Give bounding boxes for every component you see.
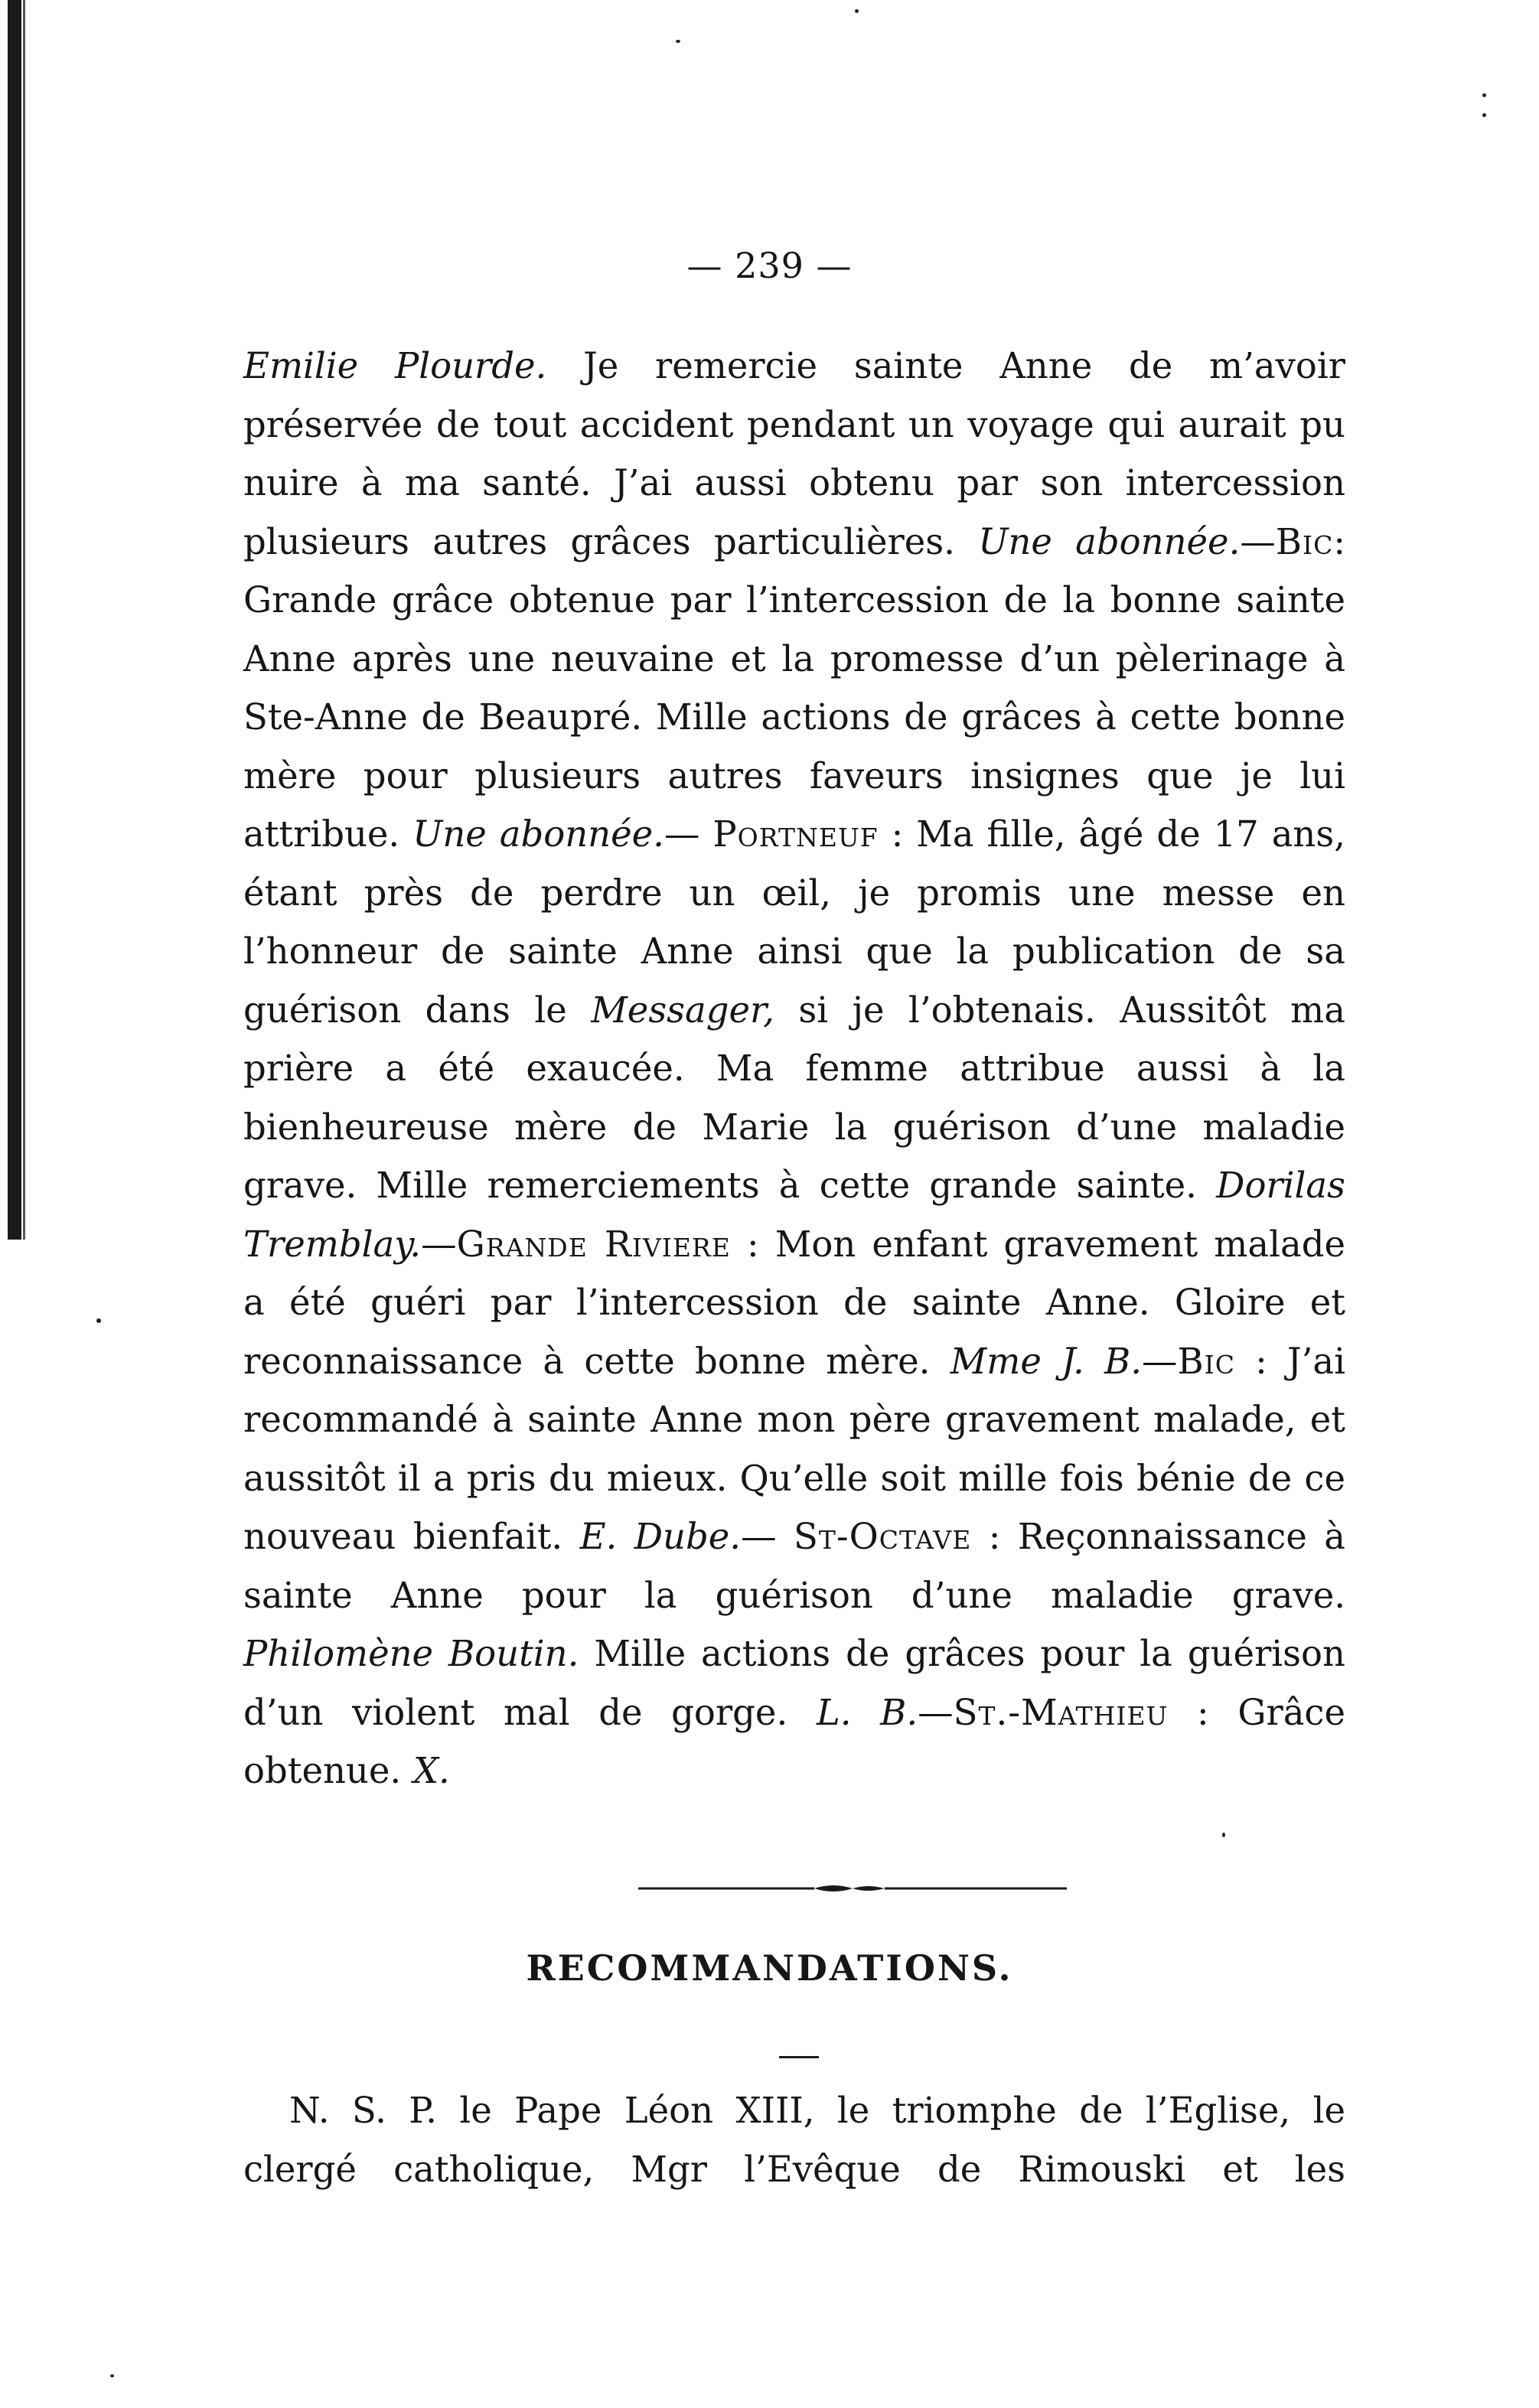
signature-name: Une abonnée. — [978, 520, 1241, 562]
testimony-text: : Ma fille, âgé de 17 ans, étant près de perdre un œil, je promis une messe en l’honneur de sainte Anne ainsi que la publication de sa guérison dans le — [243, 813, 1346, 1031]
scan-speck — [1482, 113, 1486, 117]
dash: — — [741, 1516, 794, 1557]
publication-title: Messager, — [591, 989, 774, 1031]
signature-name: X. — [412, 1750, 450, 1791]
testimony-text: : Reçonnaissance à sainte Anne pour la guérison d’une maladie grave. — [243, 1516, 1345, 1616]
section-divider-ornament — [638, 1884, 1067, 1893]
scan-speck — [676, 40, 680, 43]
dash: — — [918, 1691, 954, 1733]
testimony-text: si je l’obtenais. Aussitôt ma prière a été exaucée. Ma femme attribue aussi à la bienheureuse mère de Marie la guérison d’une maladie grave. Mille remerciements à cette grande sainte. — [243, 989, 1345, 1206]
scan-speck — [96, 1318, 101, 1323]
scan-gutter-bar — [8, 0, 21, 1240]
scan-speck — [855, 9, 859, 13]
scan-speck — [110, 2374, 114, 2377]
scan-gutter-line — [23, 0, 25, 1240]
signature-name: Philomène Boutin. — [243, 1633, 579, 1674]
place-name: Bic — [1177, 1340, 1235, 1382]
signature-name: Dorilas Tremblay. — [243, 1165, 1345, 1265]
signature-name: Mme J. B. — [950, 1340, 1142, 1382]
page-number: — 239 — — [686, 245, 853, 286]
testimony-text: : Mon enfant gravement malade a été guéri par l’intercession de sainte Anne. Gloire et reconnaissance à cette bonne mère. — [243, 1223, 1346, 1382]
testimony-text: : J’ai recommandé à sainte Anne mon père gravement malade, et aussitôt il a pris du mieux. Qu’elle soit mille fois bénie de ce nouveau bienfait. — [243, 1340, 1345, 1557]
place-name: St-Octave — [794, 1516, 972, 1557]
signature-name: E. Dube. — [579, 1516, 742, 1557]
testimony-text: Mille actions de grâces pour la guérison d’un violent mal de gorge. — [243, 1633, 1345, 1733]
dash: — — [1141, 1340, 1178, 1382]
place-name: St.-Mathieu — [953, 1691, 1169, 1733]
signature-name: Emilie Plourde. — [243, 345, 547, 386]
place-name: Portneuf — [712, 813, 879, 855]
testimony-text: Je remercie sainte Anne de m’avoir préservée de tout accident pendant un voyage qui aurait pu nuire à ma santé. J’ai aussi obtenu par son intercession plusieurs autres grâces particulières. — [243, 345, 1345, 562]
testimony-text: : Grande grâce obtenue par l’intercession de la bonne sainte Anne après une neuvaine et la promesse d’un pèlerinage à Ste-Anne de Beaupré. Mille actions de grâces à cette bonne mère pour plusieurs autres faveurs insignes que je lui attribue. — [243, 520, 1346, 855]
signature-name: L. B. — [816, 1691, 918, 1733]
dash: — — [421, 1223, 457, 1265]
dash: — — [1240, 520, 1276, 562]
testimony-text: : Grâce obtenue. — [243, 1691, 1345, 1791]
short-rule — [779, 2056, 819, 2058]
recommendations-paragraph — [243, 2081, 1345, 2198]
testimonials-paragraph — [243, 337, 1345, 1800]
scan-speck — [1482, 93, 1486, 97]
scan-speck — [1222, 1833, 1225, 1837]
place-name: Bic — [1275, 520, 1334, 562]
recommendations-text: N. S. P. le Pape Léon XIII, le triomphe de l’Eglise, le clergé catholique, Mgr l’Evêque de Rimouski et les — [243, 2090, 1345, 2190]
section-heading: RECOMMANDATIONS. — [526, 1947, 1013, 1989]
dash: — — [664, 813, 713, 855]
place-name: Grande Riviere — [456, 1223, 731, 1265]
signature-name: Une abonnée. — [412, 813, 664, 855]
